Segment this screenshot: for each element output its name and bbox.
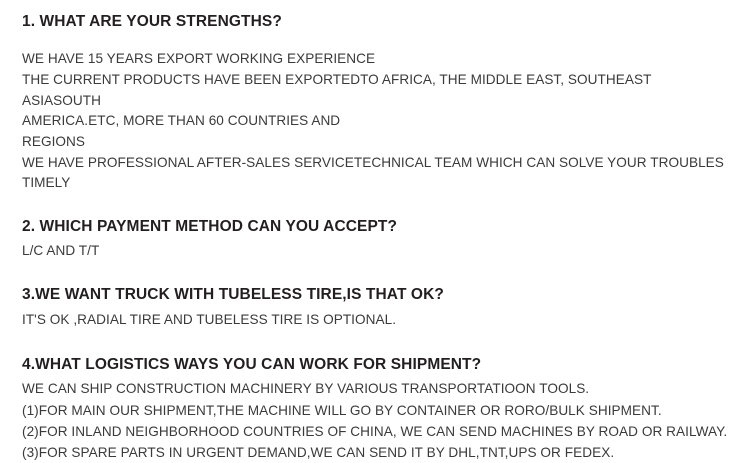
answer-line: WE HAVE PROFESSIONAL AFTER-SALES SERVICETECHNICAL TEAM WHICH CAN SOLVE YOUR TROUBLES TIMELY <box>22 154 728 191</box>
answer-line: L/C AND T/T <box>22 243 100 259</box>
answer-line: (2)FOR INLAND NEIGHBORHOOD COUNTRIES OF CHINA, WE CAN SEND MACHINES BY ROAD OR RAILWAY. <box>22 423 728 439</box>
faq-answer <box>22 241 732 262</box>
faq-item-strengths <box>22 12 732 194</box>
faq-question: 2. WHICH PAYMENT METHOD CAN YOU ACCEPT? <box>22 217 398 235</box>
faq-question: 3.WE WANT TRUCK WITH TUBELESS TIRE,IS THAT OK? <box>22 286 444 303</box>
answer-line: AMERICA.ETC, MORE THAN 60 COUNTRIES AND <box>22 113 341 129</box>
answer-line: THE CURRENT PRODUCTS HAVE BEEN EXPORTEDTO AFRICA, THE MIDDLE EAST, SOUTHEAST ASIASOUTH <box>22 72 655 108</box>
faq-item-payment <box>22 217 732 262</box>
faq-question: 1. WHAT ARE YOUR STRENGTHS? <box>22 13 282 30</box>
faq-answer <box>22 310 732 331</box>
answer-line: (3)FOR SPARE PARTS IN URGENT DEMAND,WE CAN SEND IT BY DHL,TNT,UPS OR FEDEX. <box>22 445 615 461</box>
faq-answer <box>22 49 732 194</box>
answer-line: WE HAVE 15 YEARS EXPORT WORKING EXPERIENCE <box>22 51 376 67</box>
faq-question: 4.WHAT LOGISTICS WAYS YOU CAN WORK FOR SHIPMENT? <box>22 356 482 374</box>
faq-item-logistics <box>22 355 732 463</box>
answer-line: IT'S OK ,RADIAL TIRE AND TUBELESS TIRE IS OPTIONAL. <box>22 312 397 328</box>
answer-line: WE CAN SHIP CONSTRUCTION MACHINERY BY VARIOUS TRANSPORTATIOON TOOLS. <box>22 381 590 397</box>
faq-list <box>22 10 732 463</box>
answer-line: REGIONS <box>22 134 86 149</box>
faq-answer <box>22 378 732 463</box>
faq-item-tubeless-tire <box>22 285 732 331</box>
answer-line: (1)FOR MAIN OUR SHIPMENT,THE MACHINE WILL GO BY CONTAINER OR RORO/BULK SHIPMENT. <box>22 402 662 418</box>
